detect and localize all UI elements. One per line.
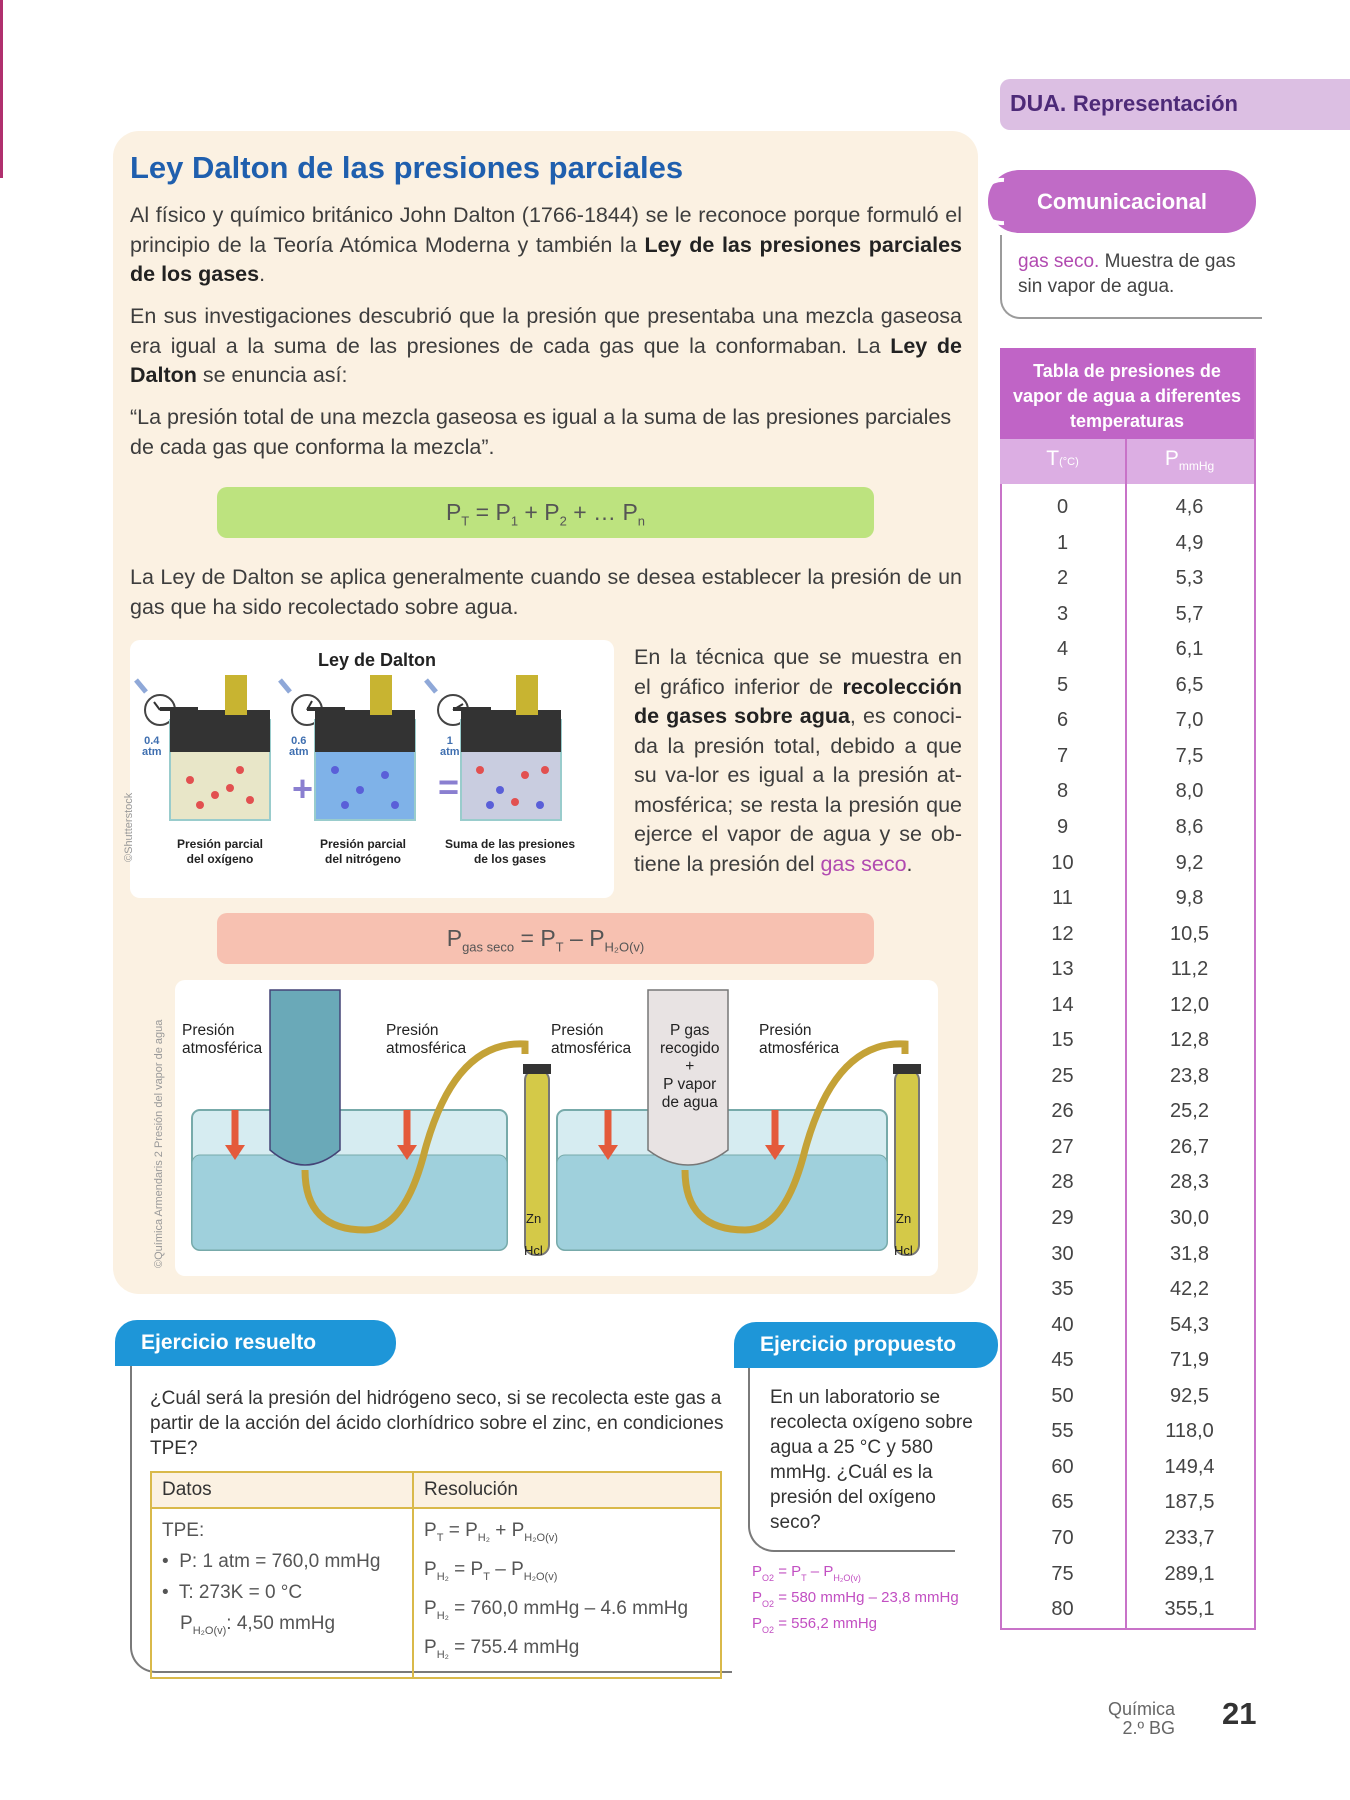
datos-vapor-pressure: $P_{H_2O(v)}$: 4,50 mmHg [180, 1613, 336, 1637]
temperature-cell: 2 [1056, 567, 1069, 590]
temperature-cell: 45 [1051, 1349, 1074, 1372]
table-row [1000, 1059, 1254, 1095]
temperature-cell: 13 [1051, 958, 1074, 981]
tpe-label: TPE: [162, 1520, 205, 1541]
resuelto-table [150, 1471, 722, 1679]
temperature-cell: 75 [1051, 1562, 1074, 1585]
table-row [1000, 1237, 1254, 1273]
ejercicio-resuelto-tab: Ejercicio resuelto [115, 1320, 396, 1366]
label-gas-vapor: P gas recogido + P vapor de agua [660, 1022, 720, 1111]
answer-line-3: $P_{O2} = 556,2$ mmHg [752, 1615, 877, 1635]
comunicacional-c-icon [966, 170, 1016, 233]
temperature-cell: 14 [1051, 993, 1074, 1016]
pressure-cell: 118,0 [1165, 1420, 1214, 1443]
collection-technique-text: En la técnica que se muestra en el gráfico inferior de recolección de gases sobre agua, es conoci-da la presión total, debido a que su va-lor es igual a la presión at-mosférica; se resta la presión que ejerce el vapor de agua y se ob-tiene la presión del gas seco. [634, 645, 963, 876]
datos-header: Datos [151, 1472, 413, 1508]
datos-pressure: • P: 1 atm = 760,0 mmHg [162, 1551, 381, 1572]
pressure-cell: 149,4 [1164, 1455, 1215, 1478]
table-row [1000, 917, 1254, 953]
table-row [1000, 952, 1254, 988]
temperature-cell: 10 [1051, 851, 1074, 874]
label-zn-right: Zn [896, 1211, 912, 1226]
temperature-cell: 60 [1051, 1455, 1074, 1478]
table-row [1000, 774, 1254, 810]
pressure-cell: 9,8 [1175, 887, 1204, 910]
dalton-figure-title: Ley de Dalton [318, 650, 437, 670]
vapor-table-title: Tabla de presiones de vapor de agua a diferentes temperaturas [1000, 348, 1254, 439]
temperature-cell: 8 [1056, 780, 1069, 803]
resolution-step-4: $P_{H_2} = 755.4$ mmHg [424, 1637, 580, 1661]
pressure-cell: 30,0 [1170, 1207, 1209, 1229]
pressure-cell: 6,5 [1175, 673, 1204, 696]
arrow-icon [426, 680, 436, 692]
dalton-formula: $P_T = P_1 + P_2$ + … $P_n$ [217, 487, 874, 538]
temperature-cell: 11 [1052, 887, 1073, 910]
caption-oxygen: Presión parcial del oxígeno [176, 837, 264, 866]
label-hcl-right: Hcl [894, 1243, 913, 1258]
page-number: 21 [1222, 1696, 1257, 1731]
pressure-cell: 10,5 [1170, 922, 1209, 945]
credit-shutterstock: ©Shutterstock [123, 792, 135, 862]
temperature-cell: 50 [1051, 1384, 1074, 1407]
table-row [1000, 1592, 1254, 1628]
table-row [1000, 1201, 1254, 1237]
temperature-cell: 65 [1051, 1491, 1074, 1514]
pressure-cell: 7,0 [1175, 709, 1204, 732]
temperature-cell: 9 [1056, 815, 1069, 838]
pressure-cell: 42,2 [1170, 1278, 1209, 1301]
application-paragraph: La Ley de Dalton se aplica generalmente cuando se desea establecer la presión de un gas que ha sido recolectado sobre agua. [130, 565, 962, 619]
temperature-cell: 80 [1051, 1598, 1074, 1621]
label-atm-3: Presión atmosférica [551, 1022, 632, 1057]
table-row [1000, 1450, 1254, 1486]
pressure-cell: 12,0 [1170, 993, 1209, 1016]
pressure-cell: 4,6 [1175, 496, 1204, 518]
temperature-cell: 70 [1051, 1526, 1074, 1549]
table-row [1000, 597, 1254, 633]
table-row [1000, 1308, 1254, 1344]
table-row [1000, 1485, 1254, 1521]
pressure-cell: 12,8 [1170, 1029, 1209, 1052]
temperature-cell: 6 [1056, 709, 1069, 732]
resolucion-header: Resolución [413, 1472, 721, 1508]
pressure-cell: 54,3 [1170, 1313, 1209, 1336]
gauge-label-nitrogen: 0.6 atm [289, 735, 309, 758]
temperature-cell: 55 [1051, 1420, 1074, 1443]
table-row [1000, 1272, 1254, 1308]
table-row [1000, 703, 1254, 739]
comunicacional-tab: Comunicacional [988, 170, 1256, 233]
table-row [1000, 490, 1254, 526]
law-quote: “La presión total de una mezcla gaseosa es igual a la suma de las presiones parciales de cada gas que conforma la mezcla”. [130, 405, 952, 459]
propuesto-question: En un laboratorio se recolecta oxígeno sobre agua a 25 °C y 580 mmHg. ¿Cuál es la presión del oxígeno seco? [770, 1387, 973, 1533]
temperature-cell: 15 [1051, 1029, 1074, 1052]
pressure-cell: 28,3 [1170, 1171, 1209, 1194]
pressure-cell: 31,8 [1170, 1242, 1209, 1265]
table-row [1000, 668, 1254, 704]
table-row [1000, 1414, 1254, 1450]
temperature-cell: 40 [1051, 1313, 1074, 1336]
temperature-cell: 12 [1051, 922, 1074, 945]
resolution-step-1: $P_T = P_{H_2} + P_{H_2O(v)}$ [424, 1520, 558, 1544]
table-row [1000, 632, 1254, 668]
temperature-cell: 29 [1051, 1207, 1074, 1229]
pressure-cell: 25,2 [1170, 1100, 1209, 1123]
pressure-cell: 92,5 [1170, 1384, 1209, 1407]
pressure-cell: 11,2 [1170, 958, 1209, 981]
pressure-cell: 355,1 [1164, 1598, 1215, 1621]
plus-sign: + [292, 768, 314, 809]
intro-paragraph: Al físico y químico británico John Dalton (1766-1844) se le reconoce porque formuló el principio de la Teoría Atómica Moderna y también la Ley de las presiones parciales de los gases. [130, 203, 962, 286]
table-row [1000, 846, 1254, 882]
caption-nitrogen: Presión parcial del nitrógeno [319, 837, 407, 866]
table-row [1000, 1379, 1254, 1415]
datos-cell [151, 1508, 413, 1678]
temperature-cell: 35 [1051, 1278, 1074, 1301]
table-row [1000, 1165, 1254, 1201]
dry-gas-formula: $P_{gas seco} = P_T - P_{H_2O(v)}$ [217, 913, 874, 964]
pressure-cell: 9,2 [1175, 851, 1204, 874]
arrow-icon [136, 680, 146, 692]
resolution-step-3: $P_{H_2} = 760,0$ mmHg – 4.6 mmHg [424, 1598, 689, 1622]
equals-sign: = [438, 766, 460, 807]
pressure-cell: 23,8 [1170, 1064, 1209, 1087]
pressure-cell: 5,7 [1175, 602, 1204, 625]
pressure-cell: 5,3 [1175, 567, 1204, 590]
table-row [1000, 1521, 1254, 1557]
pressure-cell: 289,1 [1164, 1562, 1215, 1585]
dua-header: DUA. Representación [1010, 90, 1238, 116]
temperature-cell: 3 [1056, 602, 1069, 625]
temperature-cell: 25 [1051, 1064, 1074, 1087]
temperature-cell: 30 [1051, 1242, 1074, 1265]
credit-lab-figure: ©Química Armendaris 2 Presión del vapor de agua [153, 1019, 165, 1268]
temperature-cell: 0 [1056, 496, 1069, 518]
table-row [1000, 1343, 1254, 1379]
column-temperature: T(°C) [1046, 447, 1079, 470]
datos-temperature: • T: 273K = 0 °C [162, 1582, 303, 1603]
resolution-step-2: $P_{H_2} = P_T - P_{H_2O(v)}$ [424, 1559, 558, 1583]
pressure-cell: 7,5 [1175, 744, 1204, 767]
table-row [1000, 1094, 1254, 1130]
arrow-icon [280, 680, 290, 692]
table-row [1000, 881, 1254, 917]
propuesto-answer [752, 1562, 959, 1640]
dalton-containers-illustration [130, 670, 614, 850]
caption-sum: Suma de las presiones de los gases [444, 837, 576, 866]
comunicacional-definition: gas seco. Muestra de gas sin vapor de agua. [1018, 251, 1236, 297]
table-row [1000, 810, 1254, 846]
label-hcl-left: Hcl [524, 1243, 543, 1258]
temperature-cell: 28 [1051, 1171, 1074, 1194]
label-atm-2: Presión atmosférica [386, 1022, 467, 1057]
column-pressure: $P_{mmHg}$ [1164, 447, 1215, 473]
temperature-cell: 4 [1056, 638, 1069, 661]
table-row [1000, 561, 1254, 597]
temperature-cell: 7 [1056, 744, 1069, 767]
label-atm-4: Presión atmosférica [759, 1022, 840, 1057]
pressure-cell: 71,9 [1170, 1349, 1209, 1372]
footer-subject: Química 2.º BG [1108, 1699, 1176, 1738]
ejercicio-propuesto-tab: Ejercicio propuesto [734, 1322, 998, 1368]
vapor-table-column-headers [1000, 439, 1254, 484]
label-zn-left: Zn [526, 1211, 542, 1226]
resuelto-question: ¿Cuál será la presión del hidrógeno seco, si se recolecta este gas a partir de la acción del ácido clorhídrico sobre el zinc, en condiciones TPE? [150, 1388, 724, 1459]
gauge-label-oxygen: 0.4 atm [142, 735, 162, 758]
page-edge-line [0, 0, 3, 178]
pressure-cell: 187,5 [1164, 1491, 1215, 1514]
table-row [1000, 988, 1254, 1024]
dalton-figure [130, 640, 614, 898]
answer-line-1: $P_{O2} = P_T - P_{H_2O(v)}$ [752, 1563, 861, 1583]
pressure-cell: 8,6 [1175, 815, 1204, 838]
resolucion-cell [413, 1508, 721, 1678]
page-title: Ley Dalton de las presiones parciales [130, 150, 684, 185]
table-row [1000, 1557, 1254, 1593]
gas-collection-figure [175, 980, 938, 1276]
temperature-cell: 27 [1051, 1135, 1074, 1158]
temperature-cell: 5 [1056, 673, 1069, 696]
gauge-label-total: 1 atm [440, 735, 460, 758]
temperature-cell: 1 [1056, 531, 1069, 554]
pressure-cell: 8,0 [1175, 780, 1204, 803]
discovery-paragraph: En sus investigaciones descubrió que la presión que presentaba una mezcla gaseosa era igual a la suma de las presiones de cada gas que la conformaban. La Ley de Dalton se enuncia así: [130, 304, 962, 387]
table-row [1000, 1130, 1254, 1166]
answer-line-2: $P_{O2} = 580$ mmHg – 23,8 mmHg [752, 1589, 959, 1609]
table-row [1000, 526, 1254, 562]
table-row [1000, 1023, 1254, 1059]
pressure-cell: 233,7 [1164, 1526, 1215, 1549]
temperature-cell: 26 [1051, 1100, 1074, 1123]
label-atm-1: Presión atmosférica [182, 1022, 263, 1057]
pressure-cell: 26,7 [1170, 1135, 1209, 1158]
table-row [1000, 739, 1254, 775]
pressure-cell: 6,1 [1175, 638, 1204, 661]
pressure-cell: 4,9 [1175, 531, 1204, 554]
